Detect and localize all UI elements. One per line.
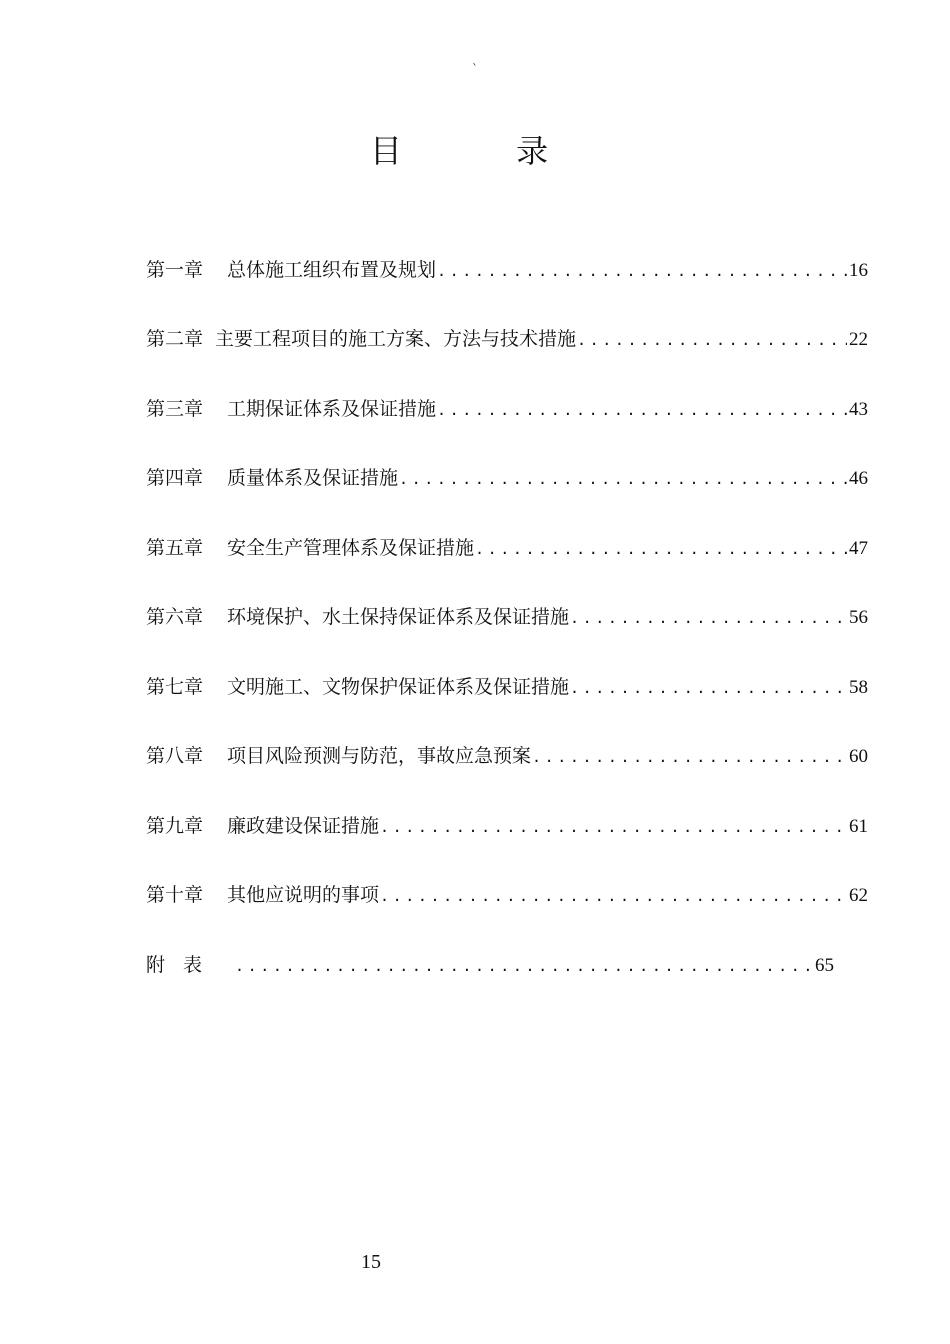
toc-page-number: 56 — [849, 607, 868, 628]
toc-entry[interactable] — [146, 530, 868, 566]
toc-entry[interactable] — [146, 738, 868, 774]
toc-page-number: 43 — [849, 399, 868, 420]
toc-leader-dots — [436, 392, 847, 427]
toc-entry[interactable] — [146, 391, 868, 427]
toc-entry[interactable] — [146, 877, 868, 913]
toc-entry[interactable] — [146, 808, 868, 844]
toc-page-number: 60 — [849, 746, 868, 767]
toc-chapter-label: 第六章 — [146, 606, 204, 628]
header-mark: ` — [472, 62, 478, 76]
toc-entry-title: 环境保护、水土保持保证体系及保证措施 — [227, 606, 570, 628]
toc-leader-dots — [474, 531, 847, 566]
toc-entry-title: 其他应说明的事项 — [227, 884, 380, 906]
toc-entry-title: 主要工程项目的施工方案、方法与技术措施 — [215, 328, 577, 350]
toc-entry[interactable] — [146, 460, 868, 496]
toc-leader-dots — [569, 670, 847, 705]
toc-entry-title: 质量体系及保证措施 — [227, 467, 399, 489]
toc-page-number: 22 — [849, 329, 868, 350]
toc-leader-dots — [379, 878, 847, 913]
toc-entry-title: 项目风险预测与防范，事故应急预案 — [227, 745, 532, 767]
toc-page-number: 47 — [849, 538, 868, 559]
toc-page-number: 46 — [849, 468, 868, 489]
page-title: 目 录 — [369, 132, 601, 170]
toc-page-number: 16 — [849, 260, 868, 281]
toc-chapter-label: 第九章 — [146, 815, 204, 837]
toc-chapter-label: 第二章 — [146, 328, 204, 350]
toc-chapter-label: 第七章 — [146, 676, 204, 698]
toc-entry-title: 工期保证体系及保证措施 — [227, 398, 437, 420]
toc-entry[interactable] — [146, 599, 868, 635]
toc-entry-appendix[interactable] — [146, 947, 834, 983]
toc-entry[interactable] — [146, 669, 868, 705]
toc-leader-dots — [569, 600, 847, 635]
toc-entry-title: 廉政建设保证措施 — [227, 815, 380, 837]
toc-chapter-label: 第四章 — [146, 467, 204, 489]
toc-leader-dots — [531, 739, 847, 774]
toc-page-number: 62 — [849, 885, 868, 906]
toc-chapter-label: 第十章 — [146, 884, 204, 906]
toc-leader-dots — [398, 461, 847, 496]
toc-leader-dots — [234, 948, 813, 983]
toc-chapter-label: 第五章 — [146, 537, 204, 559]
toc-entry-title: 文明施工、文物保护保证体系及保证措施 — [227, 676, 570, 698]
toc-chapter-label: 第三章 — [146, 398, 204, 420]
footer-page-number: 15 — [361, 1251, 381, 1273]
toc-leader-dots — [436, 253, 847, 288]
toc-page-number: 58 — [849, 677, 868, 698]
toc-page-number: 61 — [849, 816, 868, 837]
toc-entry[interactable] — [146, 252, 868, 288]
toc-leader-dots — [576, 322, 847, 357]
toc-chapter-label: 附 表 — [146, 954, 209, 976]
toc-entry-title: 总体施工组织布置及规划 — [227, 259, 437, 281]
toc-page-number: 65 — [815, 955, 834, 976]
toc-entry[interactable] — [146, 321, 868, 357]
toc-entry-title: 安全生产管理体系及保证措施 — [227, 537, 475, 559]
toc-chapter-label: 第一章 — [146, 259, 204, 281]
toc-leader-dots — [379, 809, 847, 844]
toc-chapter-label: 第八章 — [146, 745, 204, 767]
